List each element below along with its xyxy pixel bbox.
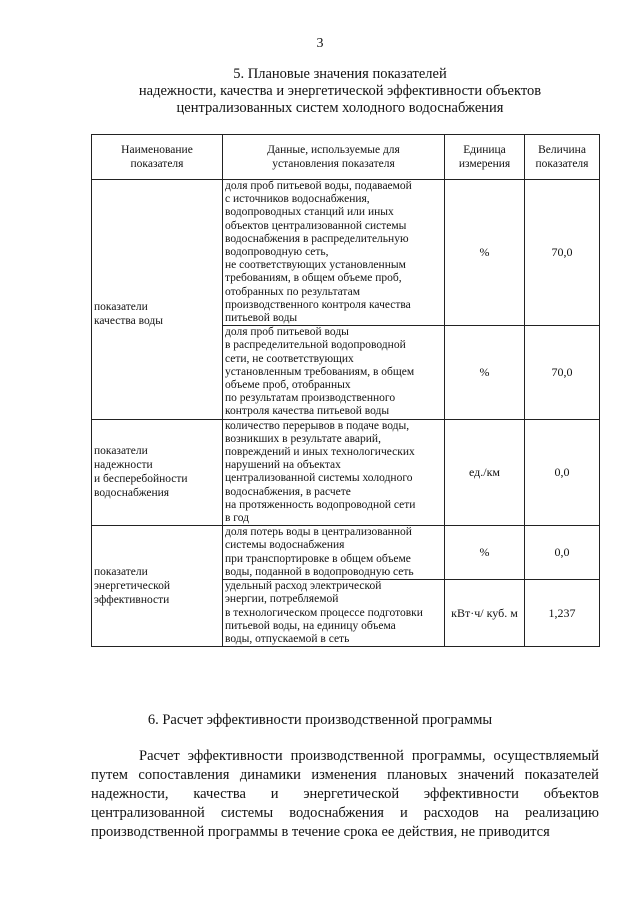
paragraph-line: производственной программы в течение срока ее действия, не приводится	[91, 824, 550, 840]
desc-line: на протяженность водопроводной сети	[225, 498, 416, 511]
paragraph-word: реализацию	[524, 805, 599, 821]
desc-line: не соответствующих установленным	[225, 259, 406, 272]
desc-line: количество перерывов в подаче воды,	[225, 419, 410, 432]
indicator-description	[223, 180, 445, 326]
paragraph-word: и	[399, 805, 408, 821]
table-row	[92, 419, 600, 526]
header-name	[92, 135, 223, 180]
desc-line: доля проб питьевой воды	[225, 326, 349, 339]
section-5-title-line: централизованных систем холодного водоснабжения	[176, 100, 504, 116]
header-text: показателя	[130, 158, 184, 170]
desc-line: контроля качества питьевой воды	[225, 405, 390, 418]
desc-line: установленным требованиям, в общем	[225, 365, 415, 378]
paragraph-word: плановых	[387, 767, 448, 783]
desc-line: с источников водоснабжения,	[225, 193, 370, 206]
paragraph-word: объектов	[543, 786, 599, 802]
header-value	[525, 135, 600, 180]
section-6-paragraph	[91, 747, 599, 842]
paragraph-word: программы,	[411, 748, 486, 764]
desc-line: в год	[225, 512, 250, 525]
paragraph-word: надежности,	[91, 786, 169, 802]
desc-line: сети, не соответствующих	[225, 352, 354, 365]
paragraph-word: водоснабжения	[289, 805, 384, 821]
group-name-line: качества воды	[94, 315, 163, 327]
paragraph-word: на	[494, 805, 509, 821]
indicator-unit: ед./км	[445, 419, 525, 526]
desc-line: воды, поданной в водопроводную сеть	[225, 565, 414, 578]
desc-line: удельный расход электрической	[225, 580, 382, 593]
table-row	[92, 526, 600, 580]
paragraph-word: показателей	[524, 767, 599, 783]
group-name-line: и бесперебойности	[94, 473, 188, 486]
indicator-group-energy	[92, 526, 223, 647]
desc-line: при транспортировке в общем объеме	[225, 552, 411, 565]
desc-line: объектов централизованной системы	[225, 219, 407, 232]
desc-line: водоснабжения в распределительную	[225, 232, 409, 245]
paragraph-word: путем	[91, 767, 128, 783]
paragraph-word: энергетической	[303, 786, 400, 802]
header-text: установления показателя	[272, 158, 395, 170]
indicator-description	[223, 326, 445, 419]
indicator-value: 1,237	[525, 580, 600, 647]
indicator-value: 70,0	[525, 180, 600, 326]
group-name-line: энергетической	[94, 580, 170, 593]
paragraph-word: и	[270, 786, 279, 802]
group-name-line: показатели	[94, 445, 148, 458]
desc-line: водоснабжения, в расчете	[225, 485, 351, 498]
desc-line: объеме проб, отобранных	[225, 379, 351, 392]
paragraph-word: Расчет	[139, 748, 180, 764]
indicators-table	[91, 134, 600, 647]
desc-line: питьевой воды	[225, 312, 298, 325]
section-5-title-line: надежности, качества и энергетической эффективности объектов	[138, 83, 542, 99]
section-5-title-line: 5. Плановые значения показателей	[233, 66, 447, 82]
paragraph-word: системы	[220, 805, 274, 821]
header-text: Величина	[538, 144, 586, 156]
paragraph-word: эффективности	[423, 786, 519, 802]
header-text: показателя	[535, 158, 589, 170]
header-text: Наименование	[121, 144, 193, 156]
indicator-description	[223, 526, 445, 580]
desc-line: воды, отпускаемой в сеть	[225, 632, 350, 645]
paragraph-word: осуществляемый	[493, 748, 599, 764]
group-name-line: надежности	[94, 459, 153, 472]
desc-line: системы водоснабжения	[225, 539, 345, 552]
indicator-value: 0,0	[525, 419, 600, 526]
table-row	[92, 180, 600, 326]
table-header-row	[92, 135, 600, 180]
desc-line: водопроводных станций или иных	[225, 206, 394, 219]
desc-line: в распределительной водопроводной	[225, 339, 406, 352]
paragraph-word: эффективности	[187, 748, 283, 764]
paragraph-word: качества	[193, 786, 246, 802]
desc-line: повреждений и иных технологических	[225, 446, 415, 459]
indicator-unit: %	[445, 526, 525, 580]
paragraph-word: производственной	[290, 748, 404, 764]
desc-line: доля потерь воды в централизованной	[225, 526, 412, 539]
paragraph-line	[91, 766, 599, 785]
desc-line: доля проб питьевой воды, подаваемой	[225, 180, 412, 192]
desc-line: централизованной системы холодного	[225, 472, 413, 485]
desc-line: водопроводную сеть,	[225, 246, 329, 259]
paragraph-word: сопоставления	[138, 767, 230, 783]
header-data	[223, 135, 445, 180]
indicator-description	[223, 419, 445, 526]
desc-line: требованиям, в общем объеме проб,	[225, 272, 402, 285]
desc-line: в технологическом процессе подготовки	[225, 606, 423, 619]
paragraph-word: динамики	[239, 767, 301, 783]
section-5-title	[90, 66, 590, 117]
paragraph-line	[91, 747, 599, 766]
indicator-group-reliability	[92, 419, 223, 526]
indicator-value: 70,0	[525, 326, 600, 419]
indicator-description	[223, 580, 445, 647]
paragraph-word: централизованной	[91, 805, 205, 821]
group-name-line: показатели	[94, 301, 148, 313]
page-number: 3	[316, 36, 324, 51]
indicator-value: 0,0	[525, 526, 600, 580]
indicator-unit: %	[445, 326, 525, 419]
group-name-line: водоснабжения	[94, 487, 170, 500]
paragraph-line	[91, 785, 599, 804]
indicator-group-quality	[92, 180, 223, 420]
header-text: Единица	[463, 144, 506, 156]
desc-line: отобранных по результатам	[225, 285, 360, 298]
paragraph-line	[91, 804, 599, 823]
paragraph-word: значений	[457, 767, 515, 783]
group-name-line: эффективности	[94, 594, 170, 607]
header-unit	[445, 135, 525, 180]
desc-line: возникших в результате аварий,	[225, 432, 381, 445]
paragraph-word: расходов	[423, 805, 479, 821]
group-name-line: показатели	[94, 566, 148, 579]
paragraph-word: изменения	[311, 767, 377, 783]
header-text: Данные, используемые для	[267, 144, 400, 156]
header-text: измерения	[458, 158, 511, 170]
desc-line: нарушений на объектах	[225, 459, 341, 472]
indicator-unit: %	[445, 180, 525, 326]
section-6-title: 6. Расчет эффективности производственной программы	[147, 712, 493, 728]
indicator-unit: кВт·ч/ куб. м	[445, 580, 525, 647]
desc-line: энергии, потребляемой	[225, 593, 339, 606]
desc-line: производственного контроля качества	[225, 298, 411, 311]
desc-line: по результатам производственного	[225, 392, 396, 405]
desc-line: питьевой воды, на единицу объема	[225, 619, 396, 632]
